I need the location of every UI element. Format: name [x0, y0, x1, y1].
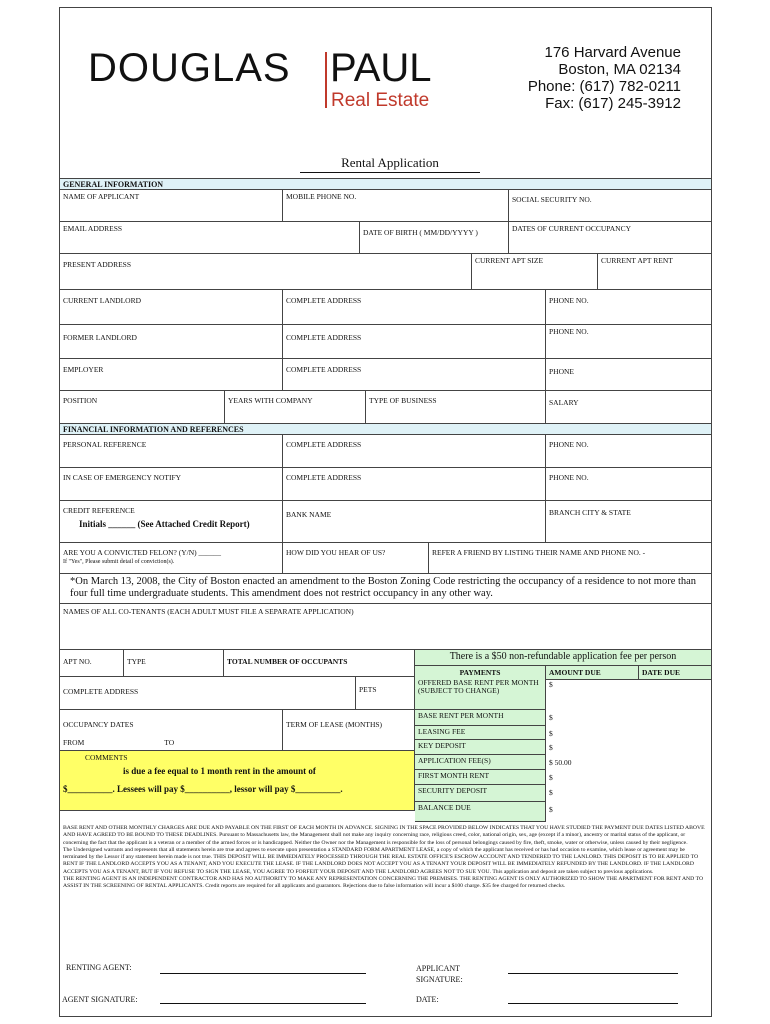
field-cotenants[interactable] — [60, 604, 711, 650]
label-ssn: SOCIAL SECURITY NO. — [512, 195, 592, 204]
label-reference-phone: PHONE NO. — [549, 440, 589, 449]
payment-row-amount[interactable]: $ — [549, 743, 553, 752]
field-total-occupants[interactable] — [224, 650, 415, 677]
legal-terms — [60, 822, 711, 957]
label-former-landlord-address: COMPLETE ADDRESS — [286, 333, 362, 342]
field-complete-address[interactable] — [60, 677, 356, 710]
field-former-landlord[interactable] — [60, 325, 283, 359]
payment-row-label: BALANCE DUE — [415, 802, 546, 822]
payment-row-label: LEASING FEE — [415, 726, 546, 740]
field-employer-phone[interactable] — [546, 359, 711, 391]
field-salary[interactable] — [546, 391, 711, 424]
field-lease-term[interactable] — [283, 710, 415, 751]
from-to-row — [63, 729, 279, 747]
address-line1: 176 Harvard Avenue — [544, 44, 681, 61]
payment-row-label: BASE RENT PER MONTH — [415, 710, 546, 726]
payment-row-amount[interactable]: $ — [549, 805, 553, 814]
label-apt-type: TYPE — [127, 657, 146, 666]
field-personal-reference[interactable] — [60, 435, 283, 468]
field-occupancy-dates[interactable] — [60, 710, 283, 751]
field-landlord-phone[interactable] — [546, 290, 711, 325]
label-credit-reference: CREDIT REFERENCE — [63, 506, 135, 515]
label-mobile-phone: MOBILE PHONE NO. — [286, 192, 357, 201]
label-felon: ARE YOU A CONVICTED FELON? (Y/N) ______ — [63, 548, 222, 557]
field-apt-no[interactable] — [60, 650, 124, 677]
label-renting-agent: RENTING AGENT: — [66, 963, 132, 972]
field-refer-friend[interactable] — [429, 543, 711, 574]
renting-agent-line[interactable] — [160, 973, 366, 974]
label-occupancy-dates: OCCUPANCY DATES — [63, 720, 134, 729]
field-current-occupancy[interactable] — [509, 222, 711, 254]
field-business-type[interactable] — [366, 391, 546, 424]
zoning-notice: *On March 13, 2008, the City of Boston enacted an amendment to the Boston Zoning Code restricting the occupancy of a residence to not more than four full time undergraduate students. This amendment does not restrict occupancy in any other way. — [60, 574, 711, 604]
field-reference-phone[interactable] — [546, 435, 711, 468]
field-comments[interactable] — [60, 751, 415, 811]
comments-text-line2: $__________. Lessees will pay $__________, lessor will pay $__________. — [63, 784, 343, 794]
label-employer-address: COMPLETE ADDRESS — [286, 365, 362, 374]
field-position[interactable] — [60, 391, 225, 424]
field-bank-name[interactable] — [283, 501, 546, 543]
payment-row-label: APPLICATION FEE(S) — [415, 755, 546, 770]
payments-col-header: PAYMENTS — [415, 666, 546, 680]
label-apt-no: APT NO. — [63, 657, 92, 666]
field-pets[interactable] — [356, 677, 415, 710]
fax-line: Fax: (617) 245-3912 — [545, 95, 681, 112]
label-to: TO — [164, 738, 175, 747]
logo-text-douglas: DOUGLAS — [88, 46, 291, 90]
date-col-header: DATE DUE — [639, 666, 711, 680]
field-employer-address[interactable] — [283, 359, 546, 391]
logo-text-paul: PAUL — [330, 46, 432, 90]
field-credit-reference[interactable] — [60, 501, 283, 543]
label-position: POSITION — [63, 396, 98, 405]
payment-row-amount[interactable]: $ — [549, 729, 553, 738]
payment-row-amount[interactable]: $ — [549, 680, 553, 689]
amount-col-header: AMOUNT DUE — [546, 666, 639, 680]
label-landlord-phone: PHONE NO. — [549, 296, 589, 305]
field-how-heard[interactable] — [283, 543, 429, 574]
label-date: DATE: — [416, 995, 439, 1004]
field-years[interactable] — [225, 391, 366, 424]
label-agent-signature: AGENT SIGNATURE: — [62, 995, 138, 1004]
field-landlord-address[interactable] — [283, 290, 546, 325]
company-address — [528, 44, 681, 112]
label-emergency-phone: PHONE NO. — [549, 473, 589, 482]
field-emergency-address[interactable] — [283, 468, 546, 501]
label-complete-address: COMPLETE ADDRESS — [63, 687, 139, 696]
logo-subtitle: Real Estate — [331, 90, 430, 111]
label-current-landlord: CURRENT LANDLORD — [63, 296, 141, 305]
address-line2: Boston, MA 02134 — [558, 61, 681, 78]
field-emergency-contact[interactable] — [60, 468, 283, 501]
label-email: EMAIL ADDRESS — [63, 224, 123, 233]
label-personal-reference: PERSONAL REFERENCE — [63, 440, 147, 449]
payment-row-amount[interactable]: $ — [549, 713, 553, 722]
label-pets: PETS — [359, 685, 377, 694]
label-emergency-address: COMPLETE ADDRESS — [286, 473, 362, 482]
label-apt-rent: CURRENT APT RENT — [601, 256, 673, 265]
field-emergency-phone[interactable] — [546, 468, 711, 501]
label-cotenants: NAMES OF ALL CO-TENANTS (EACH ADULT MUST FILE A SEPARATE APPLICATION) — [63, 607, 354, 616]
field-ssn[interactable] — [509, 190, 711, 222]
legal-paragraph-3: THE RENTING AGENT IS AN INDEPENDENT CONTRACTOR AND HAS NO AUTHORITY TO MAKE ANY REPRESENTATION CONCERNING THE PREMISES. THE RENTING AGENT IS ONLY AUTHORIZED TO SHOW THE APARTMENT FOR RENT AND TO ASSIST IN THE SCREENING OF RENTAL APPLICANTS. Credit reports are required for all applicants and guarantors. Rejections due to false information will incur a $100 charge. $35 fee charged for returned checks. — [63, 876, 704, 890]
form-title: Rental Application — [300, 155, 480, 173]
field-email[interactable] — [60, 222, 360, 254]
label-reference-address: COMPLETE ADDRESS — [286, 440, 362, 449]
label-present-address: PRESENT ADDRESS — [63, 260, 132, 269]
field-former-landlord-address[interactable] — [283, 325, 546, 359]
label-initials: Initials ______ (See Attached Credit Report) — [79, 519, 250, 529]
field-apt-type[interactable] — [124, 650, 224, 677]
label-employer: EMPLOYER — [63, 365, 104, 374]
label-employer-phone: PHONE — [549, 367, 575, 376]
field-current-landlord[interactable] — [60, 290, 283, 325]
label-comments: COMMENTS — [85, 753, 128, 762]
payment-row-amount[interactable]: $ — [549, 788, 553, 797]
label-bank-name: BANK NAME — [286, 510, 332, 519]
payment-row-label: KEY DEPOSIT — [415, 740, 546, 755]
field-apt-rent[interactable] — [598, 254, 711, 290]
label-years: YEARS WITH COMPANY — [228, 396, 313, 405]
label-applicant-name: NAME OF APPLICANT — [63, 192, 140, 201]
payment-row-label: SECURITY DEPOSIT — [415, 785, 546, 802]
legal-paragraph-1: BASE RENT AND OTHER MONTHLY CHARGES ARE DUE AND PAYABLE ON THE FIRST OF EACH MONTH IN ADVANCE. SIGNING IN THE SPACE PROVIDED BELOW INDICATES THAT YOU HAVE STUDIED THE PAYMENT DUE DATES LISTED ABOVE AND HAVE AGREED TO BE BOUND TO THESE DEADLINES. Pursuant to Massachusetts law, the Management shall not make any inquiry concerning race, religious creed, color, national origin, sex, age (except if a minor), ancestry or marital status of the applicant, or concerning the fact that the applicant is a veteran or a member of the armed forces or is handicapped. Neither the Owner nor the Management is responsible for the loss of personal belongings caused by fire, theft, smoke, water or otherwise, unless caused by their negligence. — [63, 825, 705, 846]
comments-text-line1: is due a fee equal to 1 month rent in the amount of — [123, 766, 316, 776]
label-branch: BRANCH CITY & STATE — [549, 508, 631, 517]
label-dob: DATE OF BIRTH ( MM/DD/YYYY ) — [363, 228, 478, 237]
label-current-occupancy: DATES OF CURRENT OCCUPANCY — [512, 224, 631, 233]
applicant-signature-line[interactable] — [508, 973, 678, 974]
label-business-type: TYPE OF BUSINESS — [369, 396, 437, 405]
label-former-landlord: FORMER LANDLORD — [63, 333, 137, 342]
field-reference-address[interactable] — [283, 435, 546, 468]
phone-line: Phone: (617) 782-0211 — [527, 78, 681, 95]
field-former-landlord-phone[interactable] — [546, 325, 711, 359]
field-applicant-name[interactable] — [60, 190, 283, 222]
payment-row-label: FIRST MONTH RENT — [415, 770, 546, 785]
label-felon-note: If "Yes", Please submit detail of conviction(s). — [63, 559, 175, 565]
field-felon[interactable] — [60, 543, 283, 574]
field-branch[interactable] — [546, 501, 711, 543]
field-dob[interactable] — [360, 222, 509, 254]
legal-paragraph-2: The Undersigned warrants and represents that all statements herein are true and agrees to execute upon presentation a STANDARD FORM APARTMENT LEASE, a copy of which the applicant has received or has had occasion to examine, which lease or agreement may be terminated by the Lessor if any statement herein made is not true. THIS DEPOSIT WILL BE IMMEDIATELY PROCESSED THROUGH THE REAL ESTATE OFFICE'S ESCROW ACCOUNT AND TENDERED TO THE LANLORD. THIS DEPOSIT IS TO BE APPLIED TO RENT IF THE LANDLORD ACCEPTS YOU AS A TENANT, AND YOU EXECUTE THE LEASE. IF THE LANDLORD DOES NOT ACCEPT YOU AS A TENANT YOUR DEPOSIT WILL BE IMMEDIATELY REFUNDED BY THE LANDLORD. IF THE LANDLORD ACCEPTS YOU AS A TENANT, BUT IF YOU REFUSE TO SIGN THE LEASE, YOU AGREE TO FORFEIT YOUR DEPOSIT AND THE LANDLORD AGREES NOT TO SUE YOU. This application and deposit are taken subject to previous applications. — [63, 846, 699, 875]
section-general-heading: GENERAL INFORMATION — [60, 178, 711, 190]
field-mobile-phone[interactable] — [283, 190, 509, 222]
logo-divider — [325, 52, 327, 108]
label-total-occupants: TOTAL NUMBER OF OCCUPANTS — [227, 657, 348, 666]
field-apt-size[interactable] — [472, 254, 598, 290]
label-refer-friend: REFER A FRIEND BY LISTING THEIR NAME AND PHONE NO. - — [432, 548, 646, 557]
rental-application-form — [59, 7, 712, 1017]
label-lease-term: TERM OF LEASE (MONTHS) — [286, 720, 383, 729]
payment-row-label: OFFERED BASE RENT PER MONTH (SUBJECT TO CHANGE) — [415, 677, 546, 710]
label-former-landlord-phone: PHONE NO. — [549, 327, 589, 336]
field-employer[interactable] — [60, 359, 283, 391]
payment-row-amount[interactable]: $ — [549, 773, 553, 782]
agent-signature-line[interactable] — [160, 1003, 366, 1004]
label-how-heard: HOW DID YOU HEAR OF US? — [286, 548, 386, 557]
label-applicant-signature: APPLICANT SIGNATURE: — [416, 964, 463, 984]
label-emergency-contact: IN CASE OF EMERGENCY NOTIFY — [63, 473, 182, 482]
label-landlord-address: COMPLETE ADDRESS — [286, 296, 362, 305]
field-present-address[interactable] — [60, 254, 472, 290]
payment-row-amount[interactable]: $ 50.00 — [549, 758, 572, 767]
fee-notice: There is a $50 non-refundable application fee per person — [415, 650, 711, 666]
label-apt-size: CURRENT APT SIZE — [475, 256, 544, 265]
label-salary: SALARY — [549, 398, 579, 407]
section-financial-heading: FINANCIAL INFORMATION AND REFERENCES — [60, 423, 711, 435]
label-from: FROM — [63, 738, 85, 747]
date-line[interactable] — [508, 1003, 678, 1004]
